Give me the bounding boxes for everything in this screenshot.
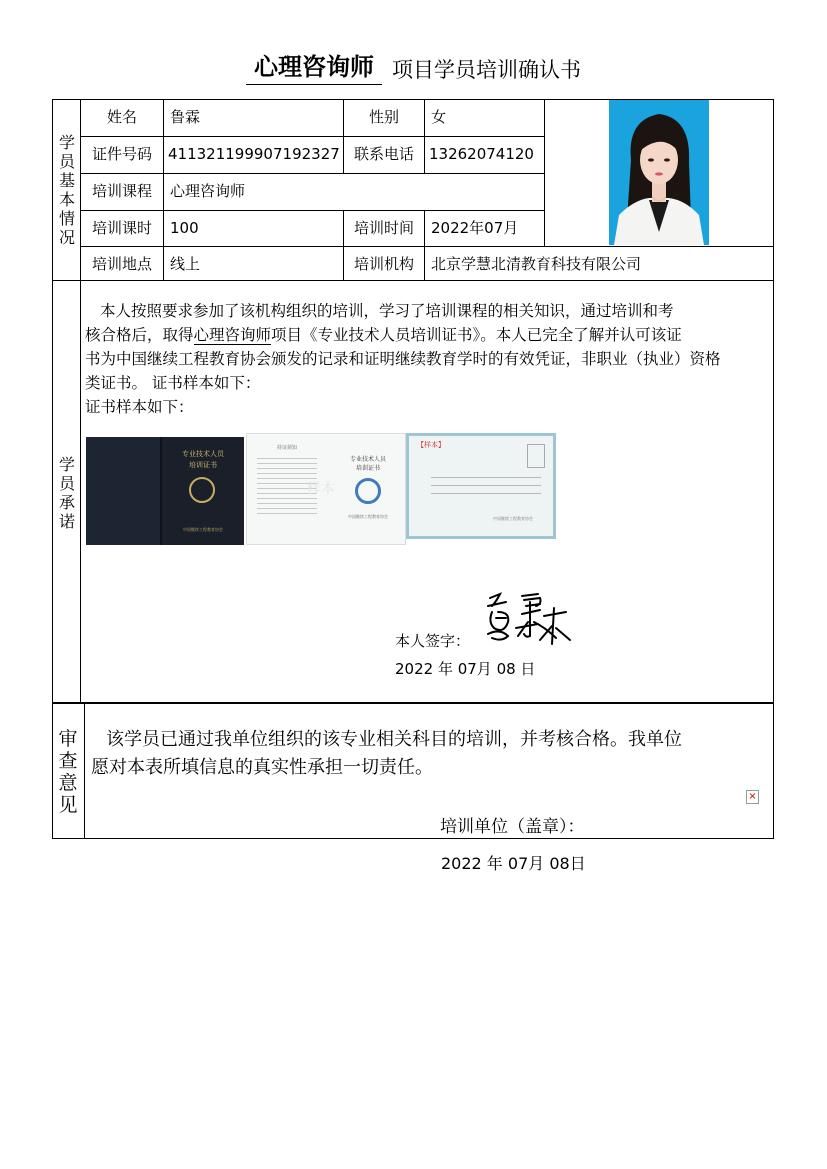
certificate-samples xyxy=(86,433,556,545)
certificate-cover-front xyxy=(160,437,244,545)
promise-line-1: 本人按照要求参加了该机构组织的培训，学习了培训课程的相关知识，通过培训和考 xyxy=(100,302,674,320)
place-value: 线上 xyxy=(170,255,201,273)
page-org: 中国继续工程教育协会 xyxy=(493,516,533,521)
section-label-basic: 学员基本情况 xyxy=(58,133,75,247)
handwritten-signature xyxy=(478,588,578,648)
stamp-placeholder-icon: × xyxy=(746,790,759,804)
id-label: 证件号码 xyxy=(91,145,152,163)
certificate-page xyxy=(406,433,556,539)
place-label: 培训地点 xyxy=(91,255,152,273)
inner-title-1: 专业技术人员 xyxy=(349,456,386,463)
phone-value: 13262074120 xyxy=(429,145,534,163)
org-value: 北京学慧北清教育科技有限公司 xyxy=(431,255,642,273)
name-value: 鲁霖 xyxy=(170,108,201,126)
person-portrait-icon xyxy=(609,100,709,245)
inner-org: 中国继续工程教育协会 xyxy=(348,514,388,519)
promise-line-2a: 核合格后，取得 xyxy=(85,326,194,344)
cover-title-1: 专业技术人员 xyxy=(182,450,224,458)
inner-notice-title: 持证须知 xyxy=(276,445,297,451)
promise-line-2b: 项目《专业技术人员培训证书》。本人已完全了解并认可该证 xyxy=(271,326,682,344)
page-title xyxy=(0,52,827,85)
gender-value: 女 xyxy=(431,108,447,126)
signature-date: 2022 年 07月 08 日 xyxy=(395,660,536,678)
cover-emblem-icon xyxy=(189,477,215,503)
org-label: 培训机构 xyxy=(353,255,414,273)
promise-line-3: 书为中国继续工程教育协会颁发的记录和证明继续教育学时的有效凭证，非职业（执业）资格 xyxy=(85,350,721,368)
phone-label: 联系电话 xyxy=(353,145,414,163)
promise-line-2 xyxy=(85,323,769,347)
certificate-inner xyxy=(246,433,406,545)
promise-course-name: 心理咨询师 xyxy=(193,326,272,344)
course-value: 心理咨询师 xyxy=(170,182,246,200)
hours-label: 培训课时 xyxy=(91,219,152,237)
id-value: 411321199907192327 xyxy=(168,145,340,163)
promise-line-5: 证书样本如下： xyxy=(85,398,194,416)
promise-line-4: 类证书。 证书样本如下： xyxy=(85,374,261,392)
col-line xyxy=(544,99,545,246)
gender-label: 性别 xyxy=(368,108,399,126)
review-line-1: 该学员已通过我单位组织的该专业相关科目的培训，并考核合格。我单位 xyxy=(106,729,682,750)
time-label: 培训时间 xyxy=(353,219,414,237)
review-line-2: 愿对本表所填信息的真实性承担一切责任。 xyxy=(91,757,433,778)
section-label-promise: 学员承诺 xyxy=(58,455,75,531)
review-divider xyxy=(84,703,85,839)
page-text-lines xyxy=(431,470,541,500)
training-unit-label: 培训单位（盖章）： xyxy=(440,817,585,837)
promise-text xyxy=(85,299,769,419)
certificate-cover xyxy=(86,437,243,545)
inner-seal-icon xyxy=(355,478,381,504)
subtitle: 项目学员培训确认书 xyxy=(392,58,581,82)
signature-label: 本人签字： xyxy=(395,632,471,650)
section-label-review: 审查意见 xyxy=(58,728,78,816)
hours-value: 100 xyxy=(170,219,199,237)
course-title: 心理咨询师 xyxy=(246,52,382,85)
inner-watermark: 样本 xyxy=(307,481,335,497)
inner-title-2: 培训证书 xyxy=(355,465,380,472)
time-value: 2022年07月 xyxy=(431,219,519,237)
student-photo xyxy=(609,100,709,245)
review-date: 2022 年 07月 08日 xyxy=(441,854,586,873)
cover-title-2: 培训证书 xyxy=(189,461,217,469)
cover-org: 中国继续工程教育协会 xyxy=(183,527,223,532)
sample-tag: 【样本】 xyxy=(417,441,445,449)
page-photo-box xyxy=(527,444,545,468)
course-label: 培训课程 xyxy=(91,182,152,200)
name-label: 姓名 xyxy=(106,108,137,126)
